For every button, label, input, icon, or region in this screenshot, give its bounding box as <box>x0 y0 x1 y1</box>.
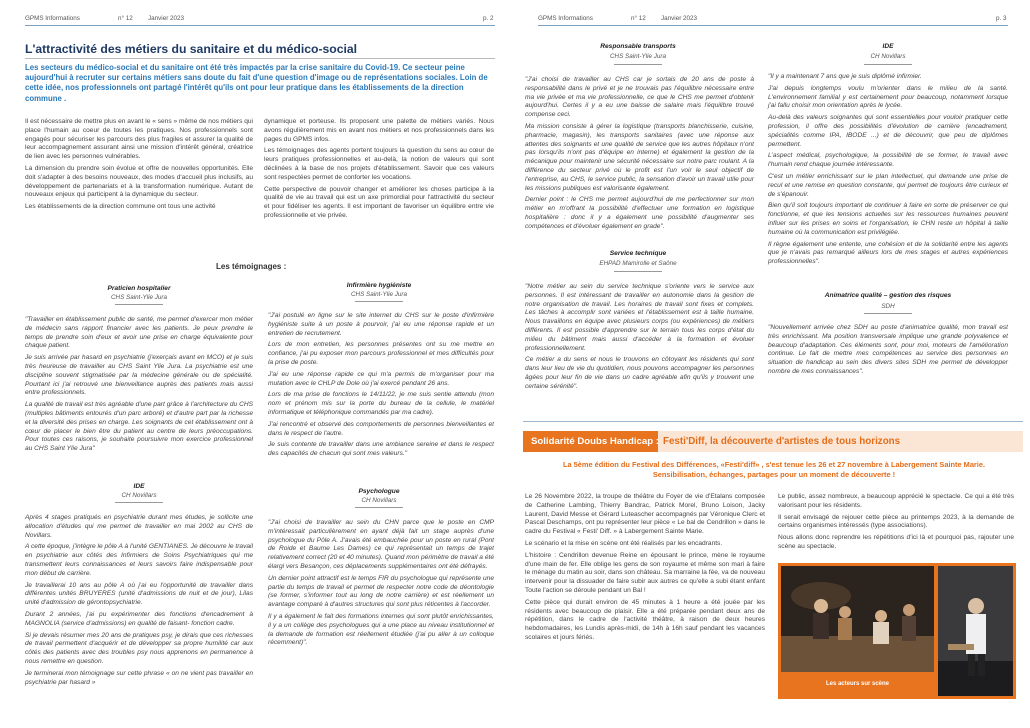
testimonial-5-text <box>525 76 754 235</box>
paragraph: "Travailler en établissement public de santé, me permet d'exercer mon métier de médecin sans rapport financier avec les patients. Je peux prendre le temps de prendre soin d'eux et avoir une prise en charge équivalente pour chaque patient. <box>25 316 253 350</box>
paragraph: Si je devais résumer mes 20 ans de pratiques psy, je dirais que ces richesses de travail permettent d'acquérir et de développer sa propre humilité car aux côtés des patients avec des troubles psy nous apprenons en permanence à nous remettre en question. <box>25 631 253 665</box>
paragraph: J'ai rencontré et observé des comportements de personnes bienveillantes et dans le respect de l'autre. <box>268 420 494 437</box>
header-issue: n° 12 <box>118 15 133 22</box>
title-rule <box>25 58 495 59</box>
paragraph: La dimension du prendre soin évolue et offre de nouvelles opportunités. Elle doit s'adapter à des besoins nouveaux, des modes d'accueil plus inclusifs, au développement de partenariats et à la transformation numérique. Autant de nouveaux enjeux qui participent à la dynamique du secteur. <box>25 164 253 199</box>
testimonial-role: Service technique <box>609 250 667 257</box>
stage-photo-actors <box>781 566 934 672</box>
testimonial-rule <box>614 64 662 65</box>
testimonial-place: CH Novillars <box>121 492 157 499</box>
paragraph: Il règne également une entente, une cohésion et de la solidarité entre les agents que je n'avais pas remarqué ailleurs lors de mes stages et autres expériences professionnelles". <box>768 240 1008 266</box>
testimonial-rule <box>614 271 662 272</box>
paragraph: La qualité de travail est très agréable d'une part grâce à l'architecture du CHS (multiples bâtiments entourés d'un parc arboré) et d'autre part par la richesse et la diversité des prises en charge. Les soignants de cet établissement ont à cœur de placer le bien être du patient au centre de leurs préoccupations. Pour toutes ces raisons, je souhaite poursuivre mon exercice professionnel au CHS Saint Ylie Jura" <box>25 401 253 453</box>
paragraph: Cette perspective de pouvoir changer et améliorer les choses participe à la qualité de vie au travail qui est un axe primordial pour l'attractivité du secteur et pour fidéliser les agents. Il est important de favoriser un équilibre entre vie professionnelle et vie privée. <box>264 185 494 219</box>
testimonial-rule <box>864 313 912 314</box>
testimonial-6-text <box>525 283 754 395</box>
paragraph: Il est nécessaire de mettre plus en avant le « sens » même de nos métiers qui place l'humain au coeur de toutes les pratiques. Nos professionnels sont engagés pour sécuriser les parcours des plus fragiles et assurer la qualité de leur accompagnement assurant ainsi une mission d'intérêt général, créatrice de lien avec les personnes vulnérables. <box>25 118 253 161</box>
paragraph: J'ai eu une réponse rapide ce qui m'a permis de m'organiser pour ma mutation avec le CHLP de Dole où j'ai exercé pendant 26 ans. <box>268 370 494 387</box>
photo-caption: Les acteurs sur scène <box>825 681 890 687</box>
paragraph: Dernier point : le CHS me permet aujourd'hui de me perfectionner sur mon métier en m'offrant la possibilité d'effectuer une formation en logistique hospitalière : donc il y a également une possibilité d'augmenter ses compétences et d'évoluer également en grade". <box>525 196 754 230</box>
header-publication: GPMS Informations <box>25 15 80 22</box>
paragraph: Ce métier a du sens et nous le trouvons en côtoyant les résidents qui sont dans leur lieu de vie du quotidien, nous pouvons accompagner les personnes âgées pour leur fin de vie dans un cadre agréable afin qu'ils y trouvent une certaine sérénité". <box>525 356 754 390</box>
paragraph: Un dernier point attractif est le temps FIR du psychologue qui représente une partie du temps de travail et permet de respecter notre code de déontologie (se former, s'informer tout au long de notre carrière) et est réellement un avantage comparé à d'autres structures qui sont plus réticentes à l'accorder. <box>268 574 494 609</box>
paragraph: J'ai depuis longtemps voulu m'orienter dans le milieu de la santé. L'environnement familial y est certainement pour beaucoup, notamment lorsque j'ai fallu choisir mon orientation après le lycée. <box>768 84 1008 110</box>
testimonial-2-text <box>268 312 494 462</box>
header-rule <box>538 25 1008 26</box>
testimonial-rule <box>355 301 403 302</box>
paragraph: Cette pièce qui durait environ de 45 minutes à 1 heure a été jouée par les résidents avec beaucoup de plaisir. Elle a été préparée pendant deux ans de répétition, dans le cadre de l'activité théâtre, à raison de deux heures hebdomadaires, les Lundis après-midi, de 14h à 16h sauf pendant les vacances scolaires et jours fériés. <box>525 598 765 641</box>
testimonial-3-text <box>25 514 253 690</box>
paragraph: Je suis contente de travailler dans une ambiance sereine et dans le respect des capacités de chacun qui sont mes valeurs." <box>268 441 494 458</box>
testimonial-role: IDE <box>882 43 894 50</box>
testimonial-role: IDE <box>133 483 145 490</box>
paragraph: Je travaillerai 10 ans au pôle A où j'ai eu l'opportunité de travailler dans différentes unités BRUYERES (unité d'admissions de nuit et de jour), Lilas unité d'admission de gérontopsychiatrie. <box>25 581 253 607</box>
testimonial-rule <box>864 64 912 65</box>
paragraph: Je suis arrivée par hasard en psychiatrie (j'exerçais avant en MCO) et je suis très heureuse de travailler au CHS Saint Ylie Jura. La psychiatrie est une discipline souvent stigmatisée par la médecine générale ou de spécialité. Pourtant ici j'ai retrouvé une bienveillance auprès des patients mais aussi entre professionnels. <box>25 354 253 397</box>
intro-column-1 <box>25 118 253 215</box>
article-lede: Les secteurs du médico-social et du sanitaire ont été très impactés par la crise sanitaire du Covid-19. Ce secteur peine aujourd'hui à recruter sur certains métiers sans doute du fait d'une question d'image ou de représentations sociales. Loin de cette idée, nos professionnels ont partagé l'intérêt qu'ils ont pour leur pratique dans les établissements de la direction commune . <box>25 63 488 103</box>
paragraph: Le scénario et la mise en scène ont été réalisés par les encadrants. <box>525 539 723 547</box>
header-date: Janvier 2023 <box>148 15 185 22</box>
testimonial-place: EHPAD Mamirolle et Saône <box>599 260 677 267</box>
section-banner-tag: Solidarité Doubs Handicap : <box>523 431 658 452</box>
paragraph: Je terminerai mon témoignage sur cette phrase « on ne vient pas travailler en psychiatrie par hasard » <box>25 669 253 686</box>
paragraph: dynamique et porteuse. Ils proposent une palette de métiers variés. Nous avons régulièrement mis en avant nos métiers et nos professionnels dans les pages du GPMS infos. <box>264 118 494 143</box>
stage-scene-illustration <box>938 566 1013 696</box>
paragraph: C'est un métier enrichissant sur le plan intellectuel, qui demande une prise de recul et une remise en question constante, qui permet de toujours être curieux et de s'épanouir. <box>768 172 1008 198</box>
paragraph: Le 26 Novembre 2022, la troupe de théâtre du Foyer de vie d'Etalans composée de Catherine Lambing, Thierry Bandrac, Patrick Morel, Bruno Loison, Jacky Laurent, David Messe et Gérard Luteascher accompagnés par Véronique Clerc et Pascal Deschamps, ont pu représenter leur pièce « Le bal de Cendrillon » dans le cadre du Festival « Festi' Diff. » à Labergement Sainte Marie. <box>525 493 765 536</box>
section-banner-title: Festi'Diff, la découverte d'artistes de tous horizons <box>663 436 901 447</box>
testimonial-7-text <box>768 73 1008 270</box>
festival-lede: La 5ème édition du Festival des Différences, «Festi'diff» , s'est tenue les 26 et 27 novembre à Labergement Sainte Marie. Sensibilisation, échanges, partages pour un moment de découverte ! <box>562 460 986 479</box>
paragraph: Lors de mon entretien, les personnes présentes ont su me mettre en confiance, j'ai pu exposer mon parcours professionnel et mes difficultés pour la prise de poste. <box>268 341 494 366</box>
page-right <box>515 0 1030 728</box>
stage-scene-illustration <box>781 566 934 672</box>
festival-column-1 <box>525 493 765 646</box>
header-publication: GPMS Informations <box>538 15 593 22</box>
header-page-number: p. 2 <box>483 15 494 22</box>
paragraph: Les témoignages des agents portent toujours la question du sens au cœur de leurs pratiques professionnelles et au-delà, la notion de valeurs qui sont déclinées à la base de nos projets d'établissement. Savoir que ces valeurs sont respectées permet de conforter les vocations. <box>264 147 494 181</box>
paragraph: Après 4 stages pratiqués en psychiatrie durant mes études, je sollicite une allocation d'études qui me permet de travailler en mai 2002 au CHS de Novillars. <box>25 514 253 539</box>
paragraph: Nous allons donc reprendre les répétitions d'ici là et pourquoi pas, rajouter une scène au spectacle. <box>778 534 1014 550</box>
testimonial-rule <box>115 502 163 503</box>
paragraph: "J'ai choisi de travailler au CHS car je sortais de 20 ans de poste à responsabilité dans le privé et je ne trouvais pas l'équilibre nécessaire entre ma vie privée et ma vie professionnelle, ce que le CHS me permet d'obtenir aujourd'hui. Certes il y a eu une baisse de salaire mais l'équilibre trouvé compense ceci. <box>525 76 754 119</box>
header-issue: n° 12 <box>631 15 646 22</box>
page-header <box>538 12 1008 26</box>
testimonial-place: CHS Saint-Ylie Jura <box>610 53 666 60</box>
testimonial-rule <box>115 304 163 305</box>
paragraph: Il y a également le fait des formations internes qui sont plutôt enrichissantes, il y a un collège des psychologues qui a une place au niveau institutionnel et la demande de formation est réellement étudiée (j'ai pu aller à un colloque récemment)". <box>268 612 494 647</box>
festival-column-2 <box>778 493 1014 555</box>
paragraph: Durant 2 années, j'ai pu expérimenter des fonctions d'encadrement à MAGNOLIA (service d'admissions) en qualité de faisant- fonction cadre. <box>25 610 253 627</box>
paragraph: L'aspect médical, psychologique, la possibilité de se former, le travail avec l'humain rend chaque journée intéressante. <box>768 152 1008 169</box>
testimonial-place: CH Novillars <box>361 497 397 504</box>
paragraph: Lors de ma prise de fonctions le 14/11/22, je me suis sentie attendu (mon nom et prénom mis sur la porte du bureau de la cellule, le matériel informatique et téléphonique commandés par ma cadre). <box>268 391 494 416</box>
testimonial-8-text <box>768 324 1008 380</box>
testimonial-role: Praticien hospitalier <box>107 285 171 292</box>
testimonial-rule <box>355 507 403 508</box>
testimonial-role: Animatrice qualité – gestion des risques <box>824 292 952 299</box>
paragraph: Il serait envisagé de rejouer cette pièce au printemps 2023, à la demande de certains organismes intéressés (type associations). <box>778 513 1014 530</box>
testimonial-place: CHS Saint-Ylie Jura <box>351 291 407 298</box>
testimonial-place: CH Novillars <box>870 53 906 60</box>
intro-column-2 <box>264 118 494 224</box>
testimonial-role: Infirmière hygiéniste <box>346 282 412 289</box>
paragraph: Au-delà des valeurs soignantes qui sont essentielles pour vouloir pratiquer cette profession, il offre des possibilités d'évolution de carrière (encadrement, spécialités comme IPA, IBODE ...) et de découvrir, que peu de diplômes permettent. <box>768 114 1008 148</box>
paragraph: "Il y a maintenant 7 ans que je suis diplômé infirmier. <box>768 73 922 80</box>
testimonial-place: SDH <box>881 303 895 310</box>
testimonial-1-text <box>25 316 253 457</box>
testimonial-place: CHS Saint-Ylie Jura <box>111 294 167 301</box>
paragraph: L'histoire : Cendrillon devenue Reine en épousant le prince, mène le royaume d'une main de fer. Elle oblige les gens de son royaume et même son mari à faire le ménage du matin au soir, dans son château. Sa marraine la fée, va de nouveau intervenir pour la dissuader de faire subir aux autres ce qu'elle a subi étant enfant Toute l'action se déroule pendant un Bal ! <box>525 551 765 594</box>
testimonial-4-text <box>268 519 494 651</box>
paragraph: Le public, assez nombreux, a beaucoup apprécié le spectacle. Ce qui a été très valorisant pour les résidents. <box>778 493 1014 509</box>
testimonial-role: Responsable transports <box>600 43 676 50</box>
page-header <box>25 12 495 26</box>
paragraph: "J'ai choisi de travailler au sein du CHN parce que le poste en CMP m'intéressait particulièrement en ayant déjà fait un stage auprès d'une psychologue du Pôle A. J'avais été embauchée pour un poste en rural (Pont de Roide et Baume Les Dames) ce qui représentait un temps de trajet relativement correct (20 et 40 minutes). Quand mon périmètre de travail a été élargi vers Besançon, ces déplacements supplémentaires ont été défrayés. <box>268 519 494 570</box>
stage-photo-actor <box>938 566 1013 696</box>
temoignages-heading: Les témoignages : <box>216 262 287 271</box>
paragraph: "Notre métier au sein du service technique s'oriente vers le service aux personnes. Il est intéressant de travailler en autonomie dans la gestion de notre organisation de travail. Les horaires de travail sont fixes et complets. Les tâches à accomplir sont variées et l'établissement est à taille humaine. Nous travaillons en équipe avec plusieurs corps (ou expériences) de métiers différents. Il est possible d'apprendre sur le terrain tous les corps d'état du milieu du bâtiment mais aussi d'accéder à la formation et évoluer professionnellement. <box>525 283 754 352</box>
paragraph: Ma mission consiste à gérer la logistique (transports blanchisserie, cuisine, pharmacie, magasin), les transports sanitaires (avec une réponse aux attentes des soignants et une qualité de service que les autres hôpitaux n'ont pas lorsqu'ils n'ont pas d'équipe en interne) et également la gestion de la mécanique pour maintenir une sécurité nécessaire sur notre parc roulant. A la différence du secteur privé où le profit est l'un voir le seul objectif de l'entreprise, au CHS, le service public, la sensation d'avoir un travail utile pour les missions publiques est valorisante également. <box>525 122 754 192</box>
paragraph: "J'ai postulé en ligne sur le site internet du CHS sur le poste d'infirmière hygiéniste suite à un poste à pourvoir, j'ai eu une réponse rapide et un entretien de recrutement. <box>268 312 494 337</box>
header-rule <box>25 25 495 26</box>
header-page-number: p. 3 <box>996 15 1007 22</box>
testimonial-role: Psychologue <box>358 488 400 495</box>
section-separator <box>523 421 1023 422</box>
paragraph: Bien qu'il soit toujours important de continuer à faire en sorte de préserver ce qui fonctionne, et que les tensions actuelles sur les ressources humaines peuvent influer sur les prises en soins et l'organisation, le CHN reste un hôpital à taille humaine où la communication est privilégiée. <box>768 202 1008 236</box>
paragraph: Les établissements de la direction commune ont tous une activité <box>25 203 216 211</box>
header-date: Janvier 2023 <box>661 15 698 22</box>
paragraph: A cette époque, j'intègre le pôle A à l'unité GENTIANES. Je découvre le travail en psychiatrie aux côtés des Infirmiers de Soins Psychiatriques qui me transmettent leurs connaissances et leurs savoirs faire indispensable pour mon début de carrière. <box>25 543 253 577</box>
article-title: L'attractivité des métiers du sanitaire et du médico-social <box>25 42 358 56</box>
paragraph: "Nouvellement arrivée chez SDH au poste d'animatrice qualité, mon travail est très enrichissant. Ma position transversale implique une grande polyvalence et beaucoup d'adaptation. Ces éléments sont, pour moi, moteurs de l'amélioration continue. Le fait de mettre mes compétences au service des personnes en situation de handicap au sein des divers sites SDH me permet de développer nombre de mes connaissances". <box>768 324 1008 375</box>
